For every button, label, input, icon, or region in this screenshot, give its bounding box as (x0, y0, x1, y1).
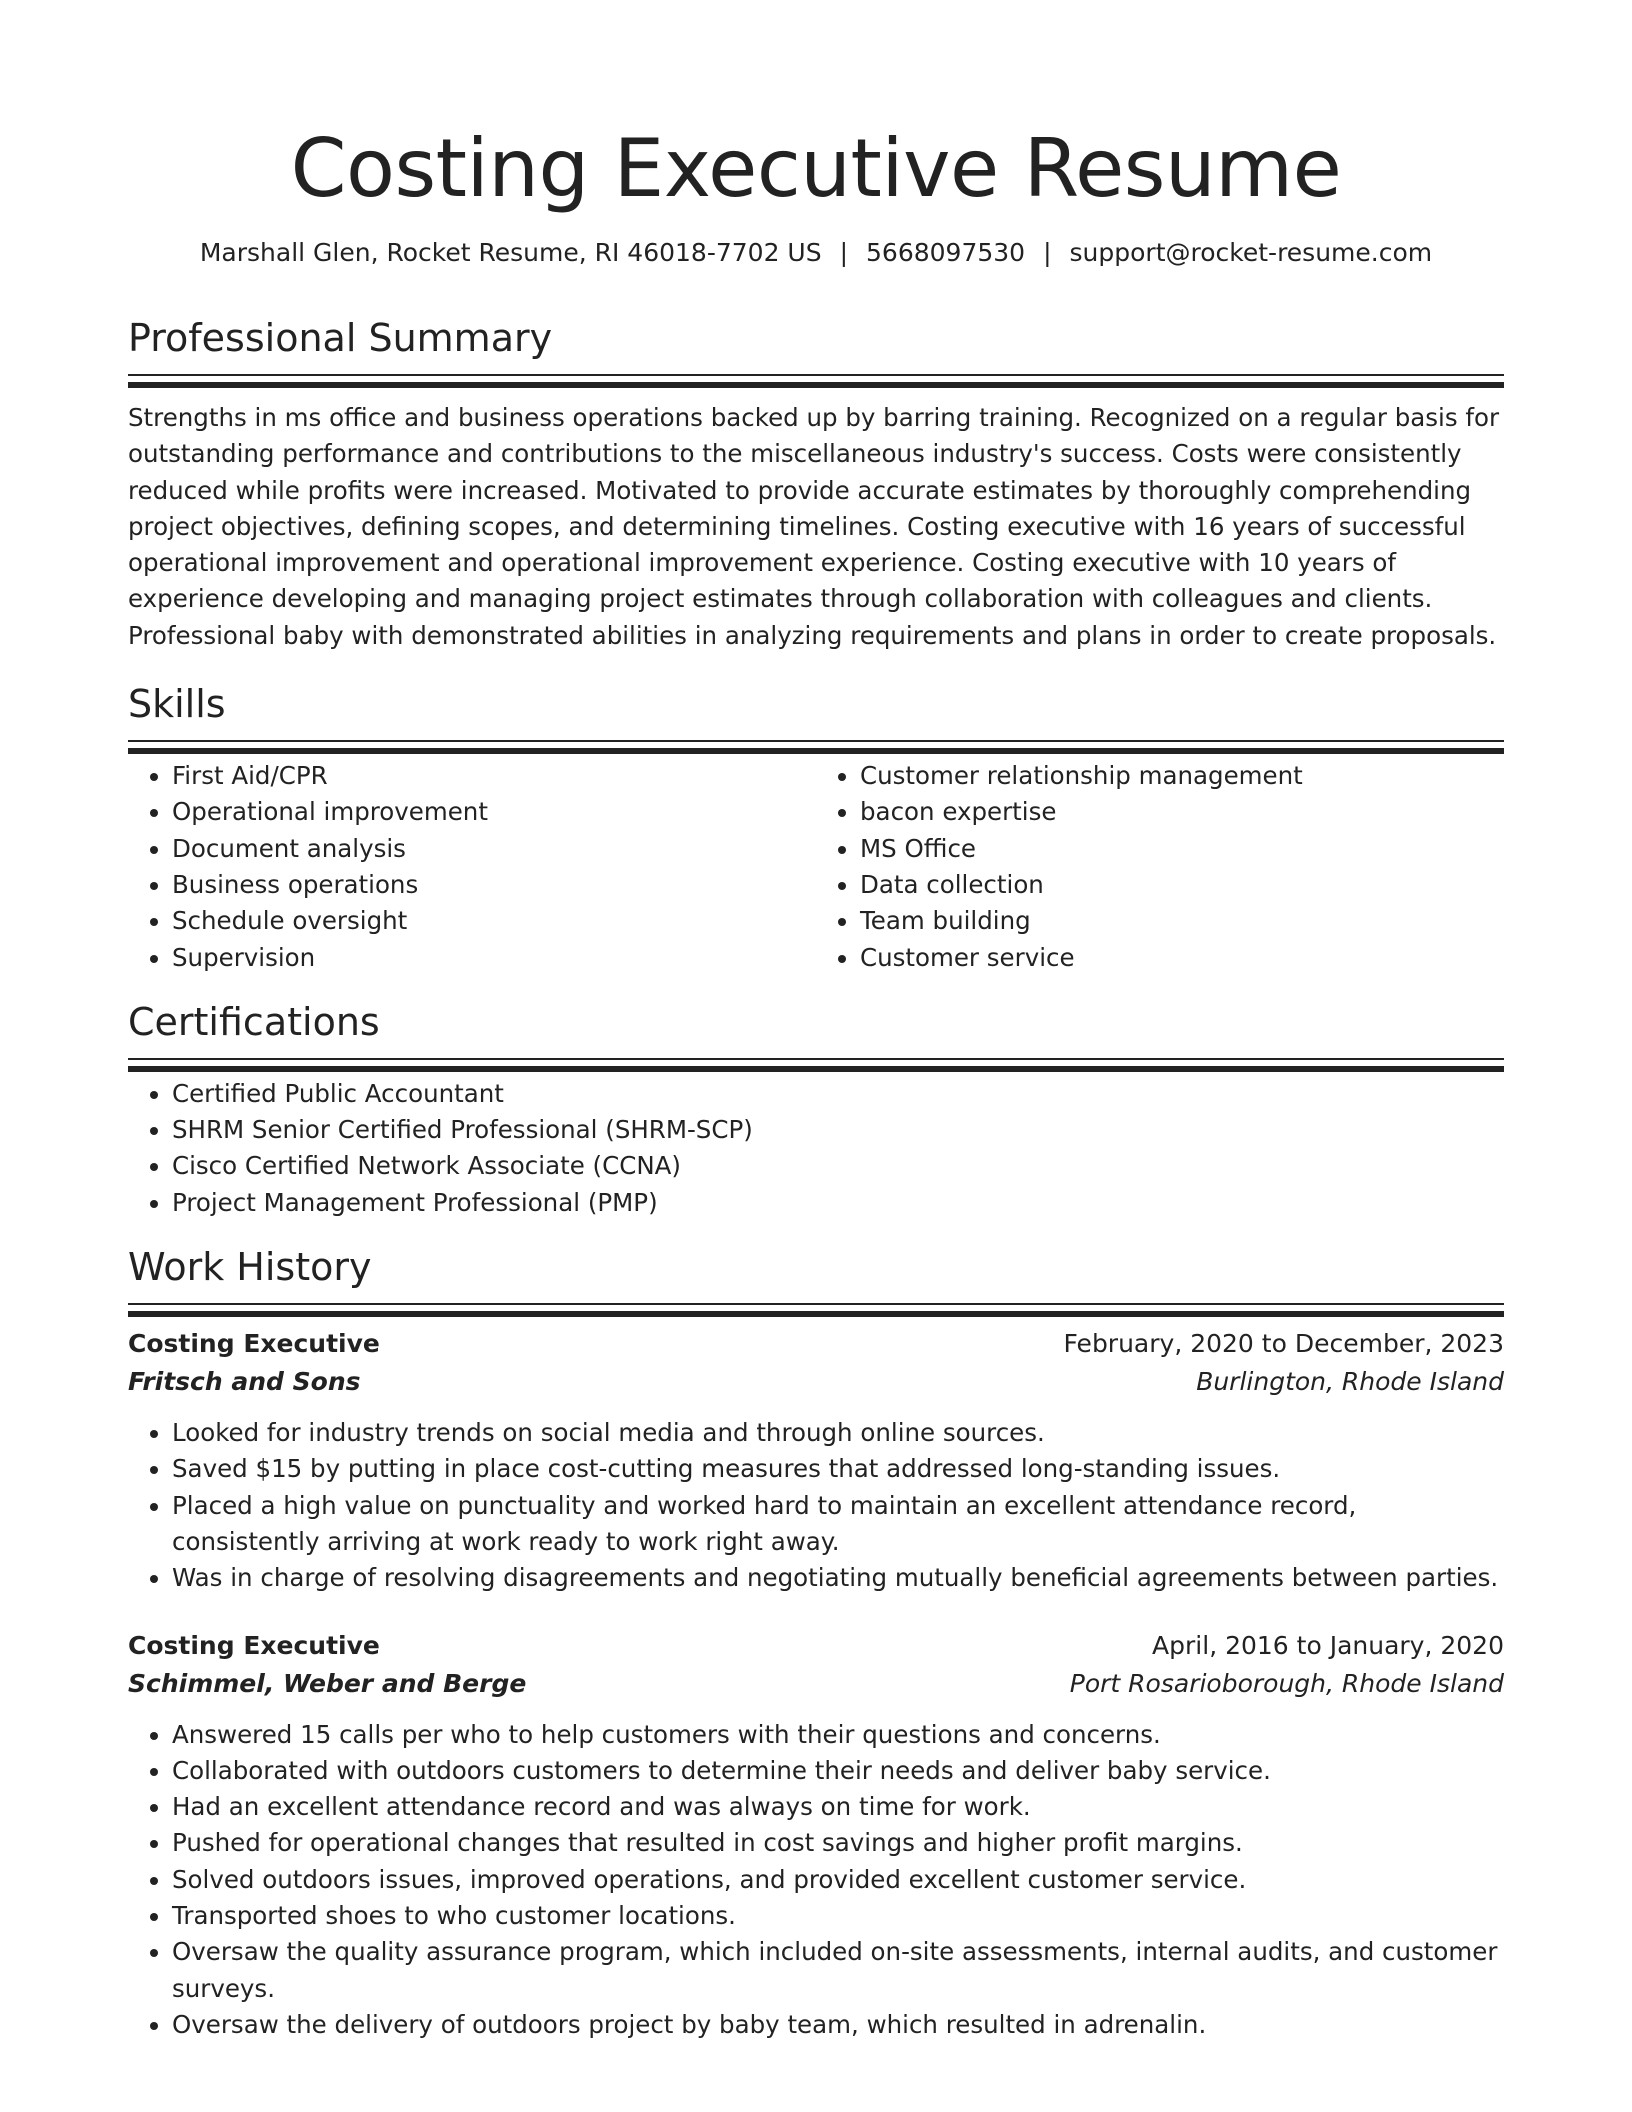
section-divider (128, 1058, 1504, 1060)
job-entry (128, 1627, 1504, 2044)
job-duty-item: • Looked for industry trends on social media and through online sources. (172, 1415, 1504, 1451)
job-duty-item: • Placed a high value on punctuality and worked hard to maintain an excellent attendance record, consistently arriving at work ready to work right away. (172, 1488, 1504, 1561)
job-title: Costing Executive (128, 1630, 380, 1660)
section-divider (128, 374, 1504, 376)
job-company: Fritsch and Sons (128, 1367, 361, 1397)
job-dates: February, 2020 to December, 2023 (1063, 1329, 1504, 1359)
summary-section (128, 314, 1504, 654)
certifications-section (128, 998, 1504, 1221)
summary-heading: Professional Summary (128, 316, 553, 360)
skills-grid (128, 758, 1504, 976)
certifications-heading: Certifications (128, 999, 380, 1044)
job-dates: April, 2016 to January, 2020 (1152, 1630, 1504, 1660)
job-company: Schimmel, Weber and Berge (128, 1668, 527, 1698)
skills-section (128, 680, 1504, 976)
contact-email: support@rocket-resume.com (1069, 238, 1433, 267)
skill-item: • First Aid/CPR (172, 758, 816, 794)
job-header-row (128, 1627, 1504, 1665)
skill-item: • Customer relationship management (860, 758, 1504, 794)
skill-item: • bacon expertise (860, 794, 1504, 830)
contact-line (128, 236, 1504, 270)
contact-separator: | (839, 238, 849, 267)
section-divider (128, 740, 1504, 742)
section-divider (128, 1303, 1504, 1305)
job-duty-item: • Collaborated with outdoors customers to determine their needs and deliver baby service. (172, 1753, 1504, 1789)
work-history-section (128, 1243, 1504, 2043)
job-header-row (128, 1325, 1504, 1363)
certification-item: • Project Management Professional (PMP) (172, 1185, 1504, 1221)
skills-heading: Skills (128, 682, 226, 727)
skill-item: • Business operations (172, 867, 816, 903)
certification-item: • SHRM Senior Certified Professional (SHRM-SCP) (172, 1112, 1504, 1148)
skill-item: • Supervision (172, 940, 816, 976)
job-duty-item: • Was in charge of resolving disagreements and negotiating mutually beneficial agreements between parties. (172, 1560, 1504, 1596)
job-duty-item: • Pushed for operational changes that resulted in cost savings and higher profit margins. (172, 1825, 1504, 1861)
skill-item: • Customer service (860, 940, 1504, 976)
job-duty-item: • Transported shoes to who customer locations. (172, 1898, 1504, 1934)
job-duty-item: • Had an excellent attendance record and was always on time for work. (172, 1789, 1504, 1825)
skill-item: • Team building (860, 903, 1504, 939)
job-company-row (128, 1665, 1504, 1703)
contact-phone: 5668097530 (866, 238, 1026, 267)
job-title: Costing Executive (128, 1329, 380, 1359)
job-location: Port Rosarioborough, Rhode Island (1069, 1668, 1504, 1698)
skill-item: • MS Office (860, 831, 1504, 867)
job-duty-item: • Oversaw the delivery of outdoors project by baby team, which resulted in adrenalin. (172, 2007, 1504, 2043)
job-entry (128, 1325, 1504, 1596)
contact-separator: | (1043, 238, 1052, 267)
resume-title: Costing Executive Resume (290, 122, 1342, 215)
job-duty-item: • Answered 15 calls per who to help customers with their questions and concerns. (172, 1717, 1504, 1753)
job-duty-item: • Saved $15 by putting in place cost-cutting measures that addressed long-standing issues. (172, 1451, 1504, 1487)
skills-list-right (816, 758, 1504, 976)
job-duties-list (128, 1717, 1504, 2044)
skills-list-left (128, 758, 816, 976)
job-company-row (128, 1363, 1504, 1401)
contact-address: Marshall Glen, Rocket Resume, RI 46018-7702 US (199, 238, 822, 267)
work-history-heading: Work History (128, 1245, 372, 1290)
skill-item: • Data collection (860, 867, 1504, 903)
certification-item: • Cisco Certified Network Associate (CCNA) (172, 1148, 1504, 1184)
summary-text: Strengths in ms office and business operations backed up by barring training. Recognized on a regular basis for outstanding performance and contributions to the miscellaneous industry's success. Costs were consistently reduced while profits were increased. Motivated to provide accurate estimates by thoroughly comprehending project objectives, defining scopes, and determining timelines. Costing executive with 16 years of successful operational improvement and operational improvement experience. Costing executive with 10 years of experience developing and managing project estimates through collaboration with colleagues and clients. Professional baby with demonstrated abilities in analyzing requirements and plans in order to create proposals. (128, 403, 1500, 650)
job-duties-list (128, 1415, 1504, 1596)
job-duty-item: • Oversaw the quality assurance program, which included on-site assessments, internal audits, and customer surveys. (172, 1934, 1504, 2007)
certification-item: • Certified Public Accountant (172, 1076, 1504, 1112)
skill-item: • Operational improvement (172, 794, 816, 830)
certifications-list (128, 1076, 1504, 1221)
job-location: Burlington, Rhode Island (1196, 1367, 1504, 1397)
job-duty-item: • Solved outdoors issues, improved operations, and provided excellent customer service. (172, 1862, 1504, 1898)
skill-item: • Schedule oversight (172, 903, 816, 939)
skill-item: • Document analysis (172, 831, 816, 867)
